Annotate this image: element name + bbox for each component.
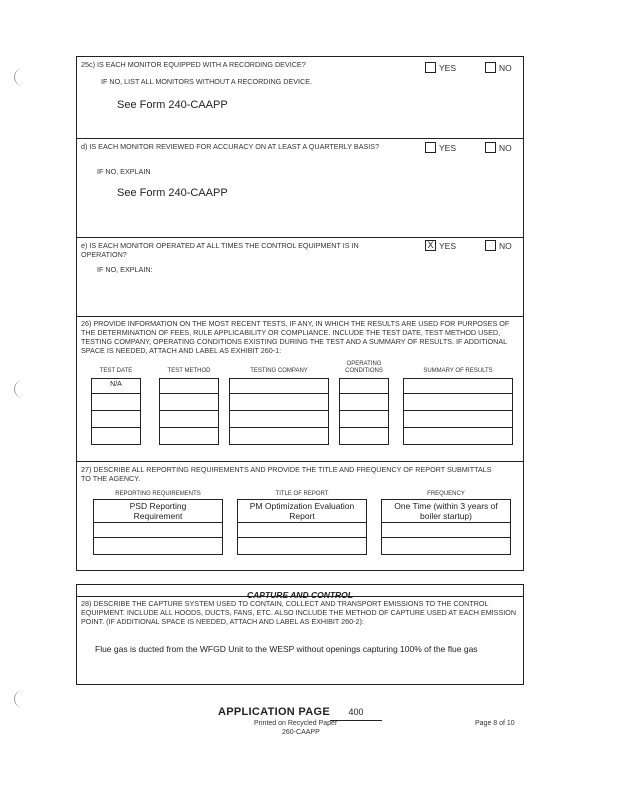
footer-app-page-label: APPLICATION PAGE <box>218 706 330 718</box>
col-summary-results: SUMMARY OF RESULTS <box>423 368 493 374</box>
no-checkbox[interactable] <box>485 142 496 153</box>
section-capture-control <box>76 584 524 685</box>
yes-label: YES <box>439 63 457 73</box>
col-testing-company: TESTING COMPANY <box>250 368 308 374</box>
binder-hole-mark <box>14 690 25 708</box>
question-d-sub: IF NO, EXPLAIN <box>97 167 151 176</box>
frequency-cell[interactable] <box>381 522 511 538</box>
operating-conditions-cell[interactable] <box>339 393 389 411</box>
yes-label: YES <box>439 143 457 153</box>
test-date-value: N/A <box>110 381 122 388</box>
answer-25c: See Form 240-CAAPP <box>117 99 228 111</box>
section-reporting-requirements <box>76 461 524 571</box>
no-label: NO <box>499 241 512 251</box>
question-27: 27) DESCRIBE ALL REPORTING REQUIREMENTS AND PROVIDE THE TITLE AND FREQUENCY OF REPORT SUBMITTALS TO THE AGENCY. <box>81 465 492 483</box>
capture-header-bar <box>77 585 523 600</box>
report-title-cell[interactable] <box>237 537 367 555</box>
answer-d: See Form 240-CAAPP <box>117 187 228 199</box>
question-d: d) IS EACH MONITOR REVIEWED FOR ACCURACY ON AT LEAST A QUARTERLY BASIS? <box>81 142 380 151</box>
testing-company-cell[interactable] <box>229 410 329 428</box>
col-test-method: TEST METHOD <box>167 368 211 374</box>
section-monitor-operation <box>76 237 524 317</box>
yes-label: YES <box>439 241 457 251</box>
reporting-req-value: PSD Reporting Requirement <box>129 501 187 521</box>
col-reporting-requirements: REPORTING REQUIREMENTS <box>115 491 201 497</box>
test-method-cell[interactable] <box>159 378 219 394</box>
testing-company-cell[interactable] <box>229 427 329 445</box>
col-title-of-report: TITLE OF REPORT <box>275 491 329 497</box>
footer-form-id: 260-CAAPP <box>282 729 320 736</box>
question-e-sub: IF NO, EXPLAIN: <box>97 265 153 274</box>
test-date-cell[interactable] <box>91 393 141 411</box>
section-recent-tests <box>76 316 524 462</box>
summary-results-cell[interactable] <box>403 410 513 428</box>
testing-company-cell[interactable] <box>229 393 329 411</box>
no-label: NO <box>499 143 512 153</box>
question-28: 28) DESCRIBE THE CAPTURE SYSTEM USED TO CONTAIN, COLLECT AND TRANSPORT EMISSIONS TO THE CONTROL EQUIPMENT. INCLUDE ALL HOODS, DUCTS, FANS, ETC. ALSO INCLUDE THE METHOD OF CAPTURE USED AT EACH EMISSION POINT. (IF ADDITIONAL SPACE IS NEEDED, ATTACH AND LABEL AS EXHIBIT 260-2): <box>81 599 517 626</box>
report-title-value: PM Optimization Evaluation Report <box>249 501 355 521</box>
report-title-cell[interactable] <box>237 522 367 538</box>
yes-checkbox[interactable] <box>425 142 436 153</box>
test-method-cell[interactable] <box>159 427 219 445</box>
footer-recycled: Printed on Recycled Paper <box>254 720 338 727</box>
question-e: e) IS EACH MONITOR OPERATED AT ALL TIMES THE CONTROL EQUIPMENT IS IN OPERATION? <box>81 241 359 259</box>
operating-conditions-cell[interactable] <box>339 410 389 428</box>
no-checkbox[interactable] <box>485 240 496 251</box>
yes-checkbox[interactable]: X <box>425 240 436 251</box>
no-checkbox[interactable] <box>485 62 496 73</box>
yes-checkbox[interactable] <box>425 62 436 73</box>
reporting-req-cell[interactable] <box>93 537 223 555</box>
frequency-cell[interactable] <box>381 537 511 555</box>
footer-page-number <box>330 702 382 721</box>
test-date-cell[interactable] <box>91 427 141 445</box>
capture-header: CAPTURE AND CONTROL <box>247 590 353 600</box>
question-25c-sub: IF NO, LIST ALL MONITORS WITHOUT A RECORDING DEVICE. <box>101 77 312 86</box>
testing-company-cell[interactable] <box>229 378 329 394</box>
summary-results-cell[interactable] <box>403 427 513 445</box>
section-monitor-accuracy <box>76 138 524 238</box>
answer-28: Flue gas is ducted from the WFGD Unit to the WESP without openings capturing 100% of the flue gas <box>95 644 478 654</box>
footer-page-number-value: 400 <box>348 707 364 717</box>
summary-results-cell[interactable] <box>403 393 513 411</box>
binder-hole-mark <box>14 380 25 398</box>
no-label: NO <box>499 63 512 73</box>
test-date-cell[interactable] <box>91 410 141 428</box>
binder-hole-mark <box>14 68 25 86</box>
operating-conditions-cell[interactable] <box>339 378 389 394</box>
reporting-req-cell[interactable] <box>93 522 223 538</box>
operating-conditions-cell[interactable] <box>339 427 389 445</box>
question-25c: 25c) IS EACH MONITOR EQUIPPED WITH A RECORDING DEVICE? <box>81 60 306 69</box>
frequency-value: One Time (within 3 years of boiler startup) <box>394 501 498 521</box>
test-method-cell[interactable] <box>159 410 219 428</box>
col-operating-conditions: OPERATING CONDITIONS <box>345 361 383 374</box>
summary-results-cell[interactable] <box>403 378 513 394</box>
footer-page-of: Page 8 of 10 <box>475 720 515 727</box>
test-method-cell[interactable] <box>159 393 219 411</box>
question-26: 26) PROVIDE INFORMATION ON THE MOST RECENT TESTS, IF ANY, IN WHICH THE RESULTS ARE USED FOR PURPOSES OF THE DETERMINATION OF FEES, RULE APPLICABILITY OR COMPLIANCE. INCLUDE THE TEST DATE, TEST METHOD USED, TESTING COMPANY, OPERATING CONDITIONS EXISTING DURING THE TEST AND A SUMMARY OF RESULTS. IF ADDITIONAL SPACE IS NEEDED, ATTACH AND LABEL AS EXHIBIT 260-1: <box>81 319 510 355</box>
col-test-date: TEST DATE <box>99 368 133 374</box>
col-frequency: FREQUENCY <box>427 491 465 497</box>
section-monitor-recording <box>76 56 524 139</box>
